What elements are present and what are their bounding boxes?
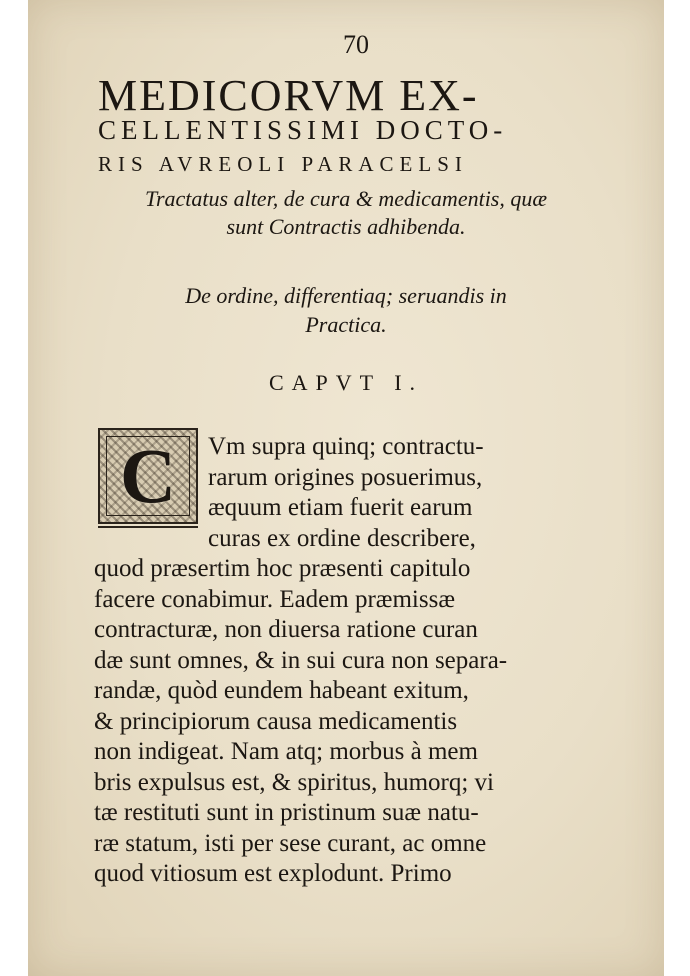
body-text-line: tæ restituti sunt in pristinum suæ natu- [94,799,479,826]
subtitle-line-2: sunt Contractis adhibenda. [226,214,466,239]
body-text-line: quod vitiosum est explodunt. Primo [94,860,452,887]
body-text-line: dæ sunt omnes, & in sui cura non separa- [94,646,508,674]
body-text-line: contracturæ, non diuersa ratione curan [94,616,478,643]
subtitle-line-1: Tractatus alter, de cura & medicamentis, quæ [144,186,548,211]
body-text-line: & principiorum causa medicamentis [94,707,458,735]
book-page [28,0,664,976]
body-text-line: facere conabimur. Eadem præmissæ [94,585,455,613]
body-text-line: ræ statum, isti per sese curant, ac omne [94,829,487,857]
decorated-initial [98,428,198,524]
section-heading-line-2: Practica. [305,312,387,337]
body-text-line: quod præsertim hoc præsenti capitulo [94,555,471,582]
title-line-2: CELLENTISSIMI DOCTO- [98,115,508,145]
body-text-line: Vm supra quinq; contractu- [208,433,484,460]
body-text-line: curas ex ordine describere, [208,524,476,552]
body-text-line: bris expulsus est, & spiritus, humorq; vi [94,768,494,796]
title-line-3: RIS AVREOLI PARACELSI [98,152,468,176]
body-text-line: randæ, quòd eundem habeant exitum, [94,677,469,704]
page-number: 70 [343,30,369,59]
initial-rule [98,526,198,528]
body-text-line: æquum etiam fuerit earum [208,494,473,521]
section-heading-line-1: De ordine, differentiaq; seruandis in [185,283,507,308]
title-line-1: MEDICORVM EX- [98,71,479,120]
chapter-heading: CAPVT I. [268,370,424,395]
body-text-line: rarum origines posuerimus, [208,463,483,491]
initial-letter: C [106,436,190,516]
body-text-line: non indigeat. Nam atq; morbus à mem [94,738,478,765]
